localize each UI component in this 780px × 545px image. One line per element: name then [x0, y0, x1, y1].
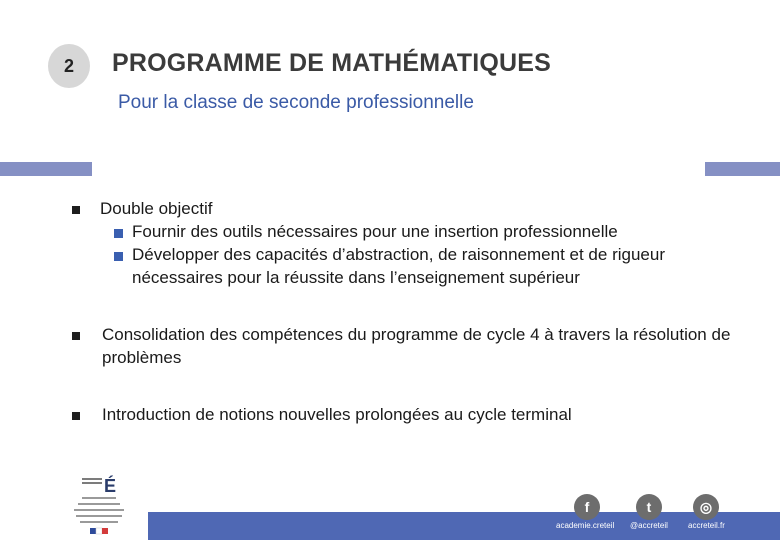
bullet-text: Introduction de notions nouvelles prolongées au cycle terminal — [102, 405, 572, 424]
twitter-label[interactable]: @accreteil — [630, 521, 668, 530]
square-bullet-icon — [72, 332, 80, 340]
logo-letter: É — [104, 476, 117, 496]
sub-bullet-2 — [100, 243, 760, 289]
bullet-list — [60, 197, 760, 426]
page-subtitle: Pour la classe de seconde professionnelle — [118, 92, 474, 113]
square-bullet-icon — [114, 252, 123, 261]
footer-bar — [148, 512, 780, 540]
facebook-icon[interactable]: f — [574, 494, 600, 520]
page-title: PROGRAMME DE MATHÉMATIQUES — [112, 49, 551, 77]
square-bullet-icon — [114, 229, 123, 238]
accent-bar-right — [705, 162, 780, 176]
square-bullet-icon — [72, 206, 80, 214]
slide-number: 2 — [63, 55, 74, 76]
sub-bullet-text: Développer des capacités d’abstraction, de raisonnement et de rigueur nécessaires pour la réussite dans l’enseignement supérieur — [132, 245, 665, 287]
institution-logo — [68, 470, 142, 540]
sub-bullet-text: Fournir des outils nécessaires pour une insertion professionnelle — [132, 222, 618, 241]
bullet-item-3 — [60, 403, 760, 426]
bullet-item-2 — [60, 323, 760, 369]
twitter-icon[interactable]: t — [636, 494, 662, 520]
bullet-text: Double objectif — [100, 199, 213, 218]
website-icon[interactable]: ◎ — [693, 494, 719, 520]
accent-bar-left — [0, 162, 92, 176]
square-bullet-icon — [72, 412, 80, 420]
bullet-text: Consolidation des compétences du programme de cycle 4 à travers la résolution de problèmes — [102, 325, 731, 367]
bullet-item-1 — [60, 197, 760, 289]
sub-bullet-1 — [100, 220, 760, 243]
slide-number-badge — [48, 44, 90, 88]
facebook-label[interactable]: academie.creteil — [556, 521, 615, 530]
website-label[interactable]: accreteil.fr — [688, 521, 725, 530]
